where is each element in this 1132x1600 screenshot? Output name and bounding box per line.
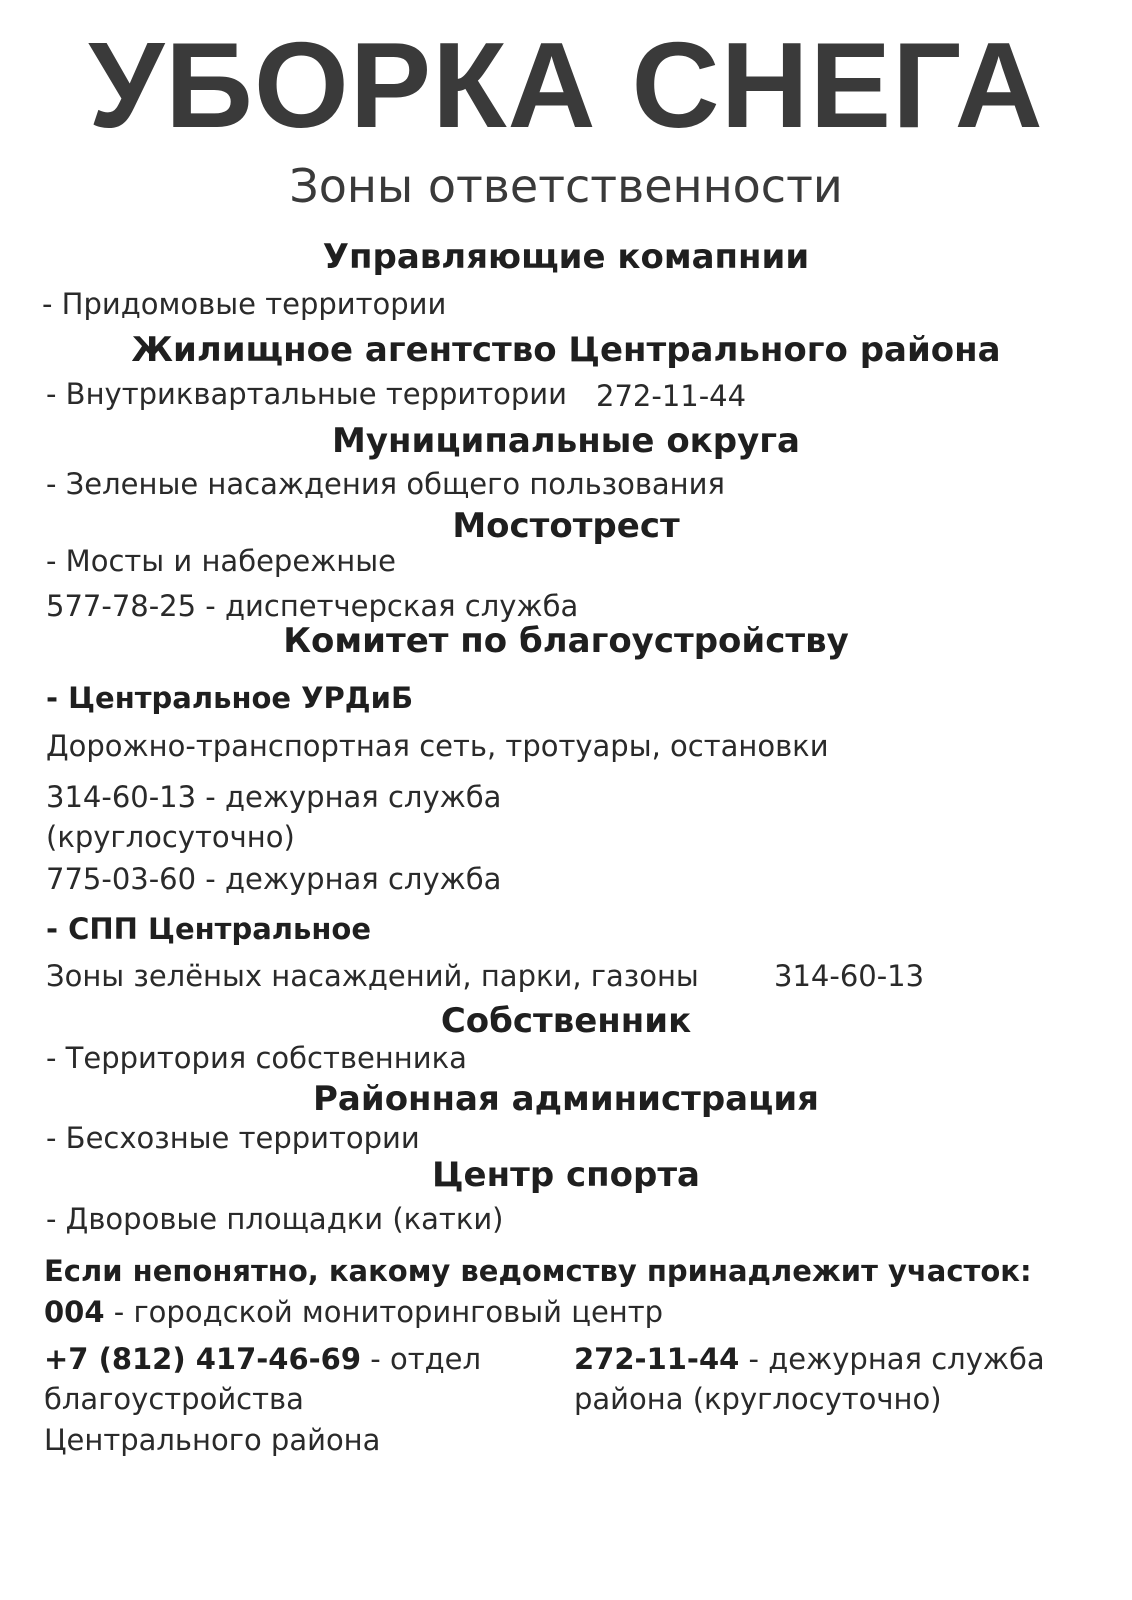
footer-dept-text1: - отдел [361, 1342, 482, 1376]
footer-dept-number: +7 (812) 417-46-69 [44, 1342, 362, 1376]
section-line-sport-center: - Дворовые площадки (катки) [46, 1202, 504, 1236]
footer-dept-line2: благоустройства [44, 1382, 304, 1416]
footer-duty-line1 [574, 1342, 1045, 1376]
section-heading-municipal: Муниципальные округа [332, 421, 800, 461]
section-line-mostotrest: - Мосты и набережные [46, 544, 396, 578]
section-line-owner: - Территория собственника [46, 1041, 467, 1075]
footer-duty-number: 272-11-44 [574, 1342, 740, 1376]
section-line-management: - Придомовые территории [42, 287, 447, 321]
section-line-district-admin: - Бесхозные территории [46, 1121, 420, 1155]
urdib-desc: Дорожно-транспортная сеть, тротуары, остановки [46, 729, 829, 763]
footer-monitor-text: - городской мониторинговый центр [104, 1295, 664, 1329]
section-heading-housing-agency: Жилищное агентство Центрального района [131, 330, 1001, 370]
page-subtitle: Зоны ответственности [289, 159, 843, 213]
section-heading-committee: Комитет по благоустройству [283, 621, 849, 661]
section-line-municipal: - Зеленые насаждения общего пользования [46, 467, 725, 501]
footer-dept-line1 [44, 1342, 482, 1376]
footer-duty-text1: - дежурная служба [739, 1342, 1045, 1376]
footer-question: Если непонятно, какому ведомству принадлежит участок: [44, 1254, 1032, 1288]
section-heading-sport-center: Центр спорта [432, 1155, 700, 1195]
spp-desc: Зоны зелёных насаждений, парки, газоны [46, 959, 699, 993]
section-heading-district-admin: Районная администрация [313, 1079, 819, 1119]
mostotrest-phone: 577-78-25 - диспетчерская служба [46, 589, 579, 623]
section-heading-mostotrest: Мостотрест [452, 506, 680, 546]
urdib-phone1: 314-60-13 - дежурная служба [46, 780, 502, 814]
urdib-phone2: 775-03-60 - дежурная служба [46, 862, 502, 896]
urdib-phone1-note: (круглосуточно) [46, 820, 295, 854]
section-heading-management: Управляющие комапнии [322, 237, 810, 277]
footer-duty-line2: района (круглосуточно) [574, 1382, 942, 1416]
housing-agency-phone: 272-11-44 [596, 379, 747, 413]
section-heading-owner: Собственник [440, 1001, 692, 1041]
urdib-name: - Центральное УРДиБ [46, 681, 414, 715]
page-title: УБОРКА СНЕГА [88, 17, 1044, 153]
footer-dept-line3: Центрального района [44, 1423, 381, 1457]
spp-name: - СПП Центральное [46, 912, 372, 946]
spp-phone: 314-60-13 [774, 959, 925, 993]
footer-monitor-line [44, 1295, 664, 1329]
footer-monitor-number: 004 [44, 1295, 105, 1329]
section-line-housing-agency: - Внутриквартальные территории [46, 377, 567, 411]
